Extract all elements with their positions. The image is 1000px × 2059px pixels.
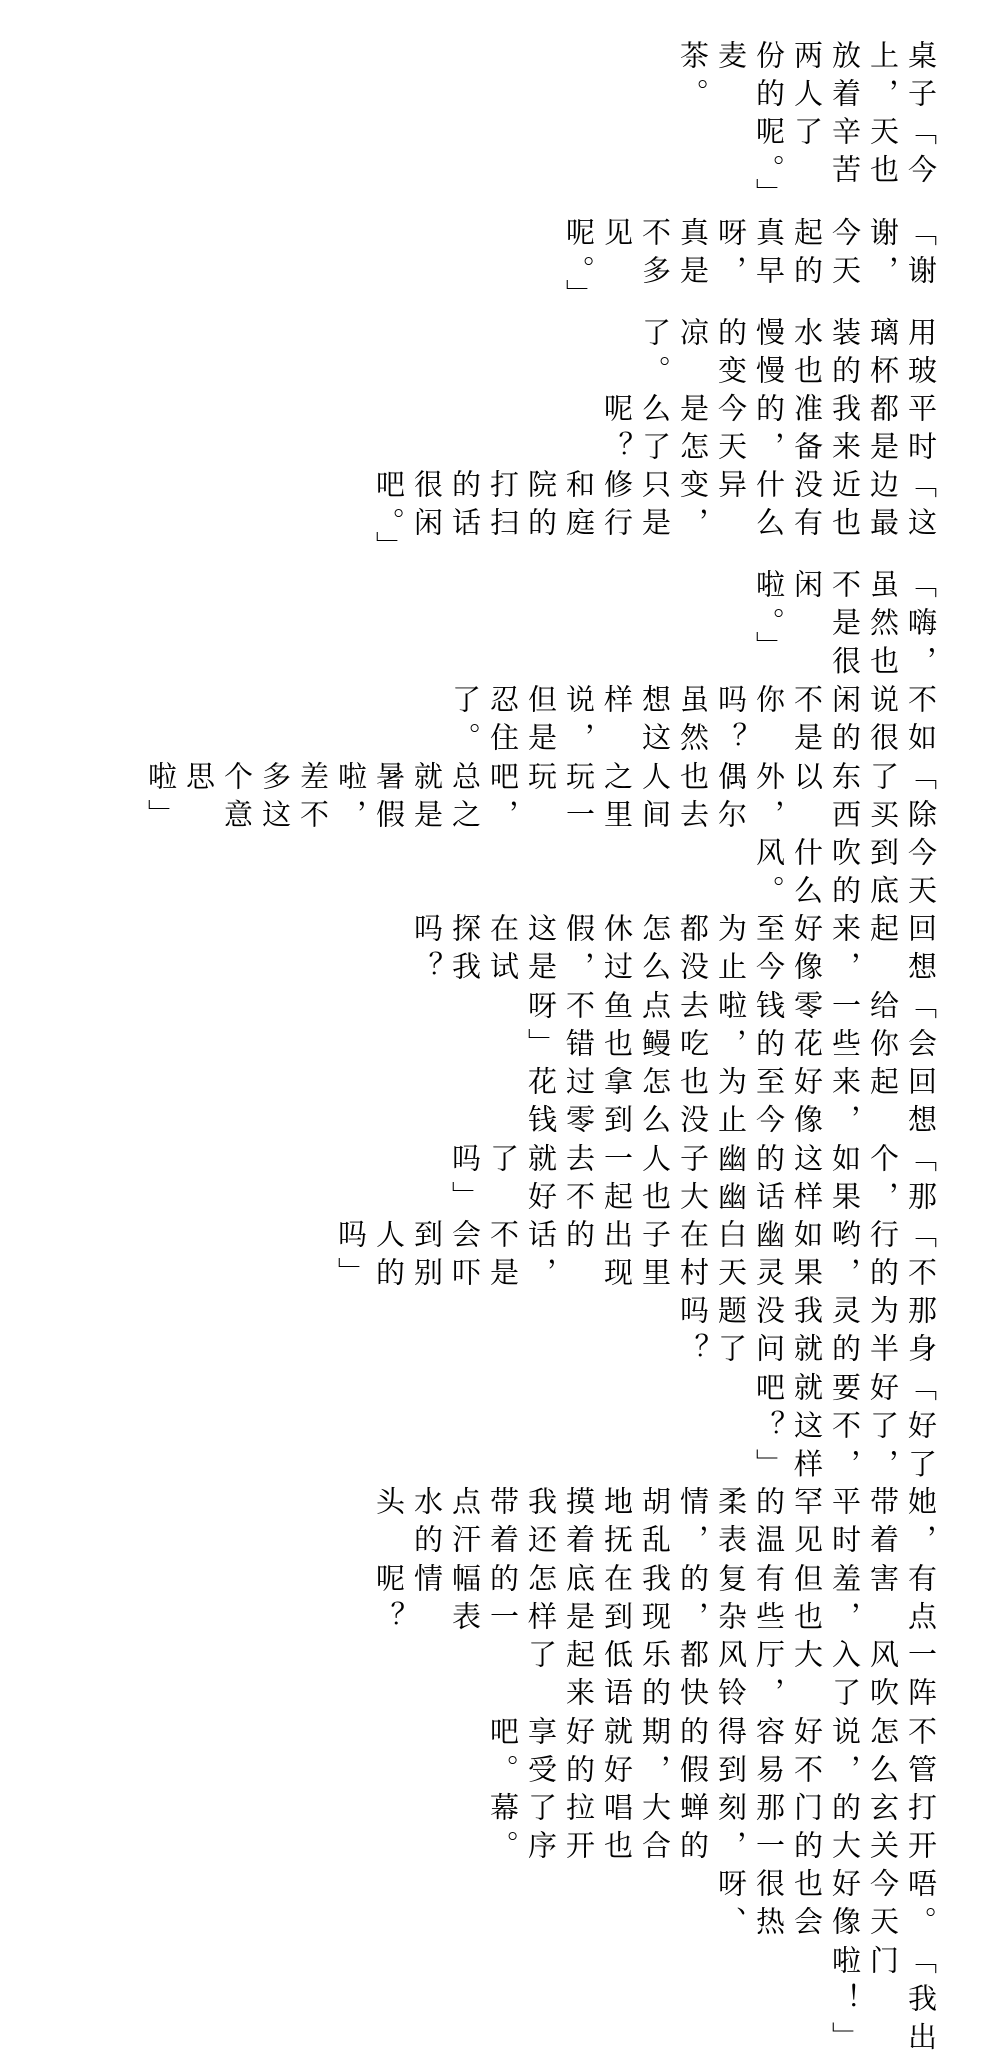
paragraph-column: 「那个，如果这样的话幽幽子大人也一起去不就好了吗」	[448, 1142, 938, 1219]
paragraph-column: 回想起来，好像至今为止也没怎么拿到过零花钱	[524, 1066, 938, 1143]
paragraph-column: 用玻璃杯装的水也慢慢的变凉了。	[638, 316, 938, 393]
paragraph-column: 「除了买东西以外，偶尔也去人间之里玩一玩吧，总之就是暑假啦，差不多这个意思啦」	[144, 760, 938, 837]
paragraph-column: 「谢谢，今天起的真早呀，真是不多见呢。」	[562, 216, 938, 317]
paragraph-column: 「今天也辛苦了呢。」	[752, 116, 938, 217]
paragraph-column: 那身为半灵的我就没问题了吗？	[676, 1295, 938, 1372]
paragraph-column: 她，带着平时罕见的温柔表情，胡乱地抚摸着我还带着点汗水的头	[372, 1486, 938, 1563]
paragraph-column: 一阵风吹入了大厅，风铃都快乐的低语起来了	[524, 1639, 938, 1716]
vertical-text-block	[50, 40, 940, 2059]
paragraph-column: 「嗨，虽然也不是很闲啦。」	[752, 569, 938, 685]
paragraph-column: 「会给你一些零花钱的啦，去吃点鳗鱼也不错呀」	[524, 989, 938, 1067]
paragraph-column: 不管怎么说，好不容易得到的假期，就好好的享受吧。	[486, 1715, 938, 1792]
paragraph-column: 回想起来，好像至今为止都没怎么休过假，这是在试探我吗？	[410, 913, 938, 990]
paragraph-column: 打开玄关的大门的那一刻，蝉的大合唱也拉开了序幕。	[486, 1791, 938, 1869]
paragraph-column: 「我出门啦！」	[828, 1944, 938, 2059]
paragraph-column: 桌子上，放着两人份的麦茶。	[676, 40, 938, 117]
paragraph-column: 「好了好了，要不，就这样吧？」	[752, 1371, 938, 1487]
paragraph-column: 唔。今天好像也会很热呀、	[714, 1868, 938, 1945]
paragraph-column: 不如说很闲的不是你吗？虽然想这样说，但是忍住了。	[448, 684, 938, 761]
paragraph-column: 「不行的哟，如果幽灵白天在村子里出现的话，不是会吓到别人的吗」	[334, 1218, 938, 1296]
paragraph-column: 有点害羞，但也有些复杂的，我现在到底是怎样的一幅表情呢？	[372, 1562, 938, 1640]
paragraph-column: 今天到底吹的什么风。	[752, 836, 938, 914]
paragraph-column: 平时都是我来准备的，今天是怎么了呢？	[600, 392, 938, 470]
paragraph-column: 「这边最近也没有什么异变，只是修行和庭院的打扫的话很闲吧。」	[372, 469, 938, 570]
